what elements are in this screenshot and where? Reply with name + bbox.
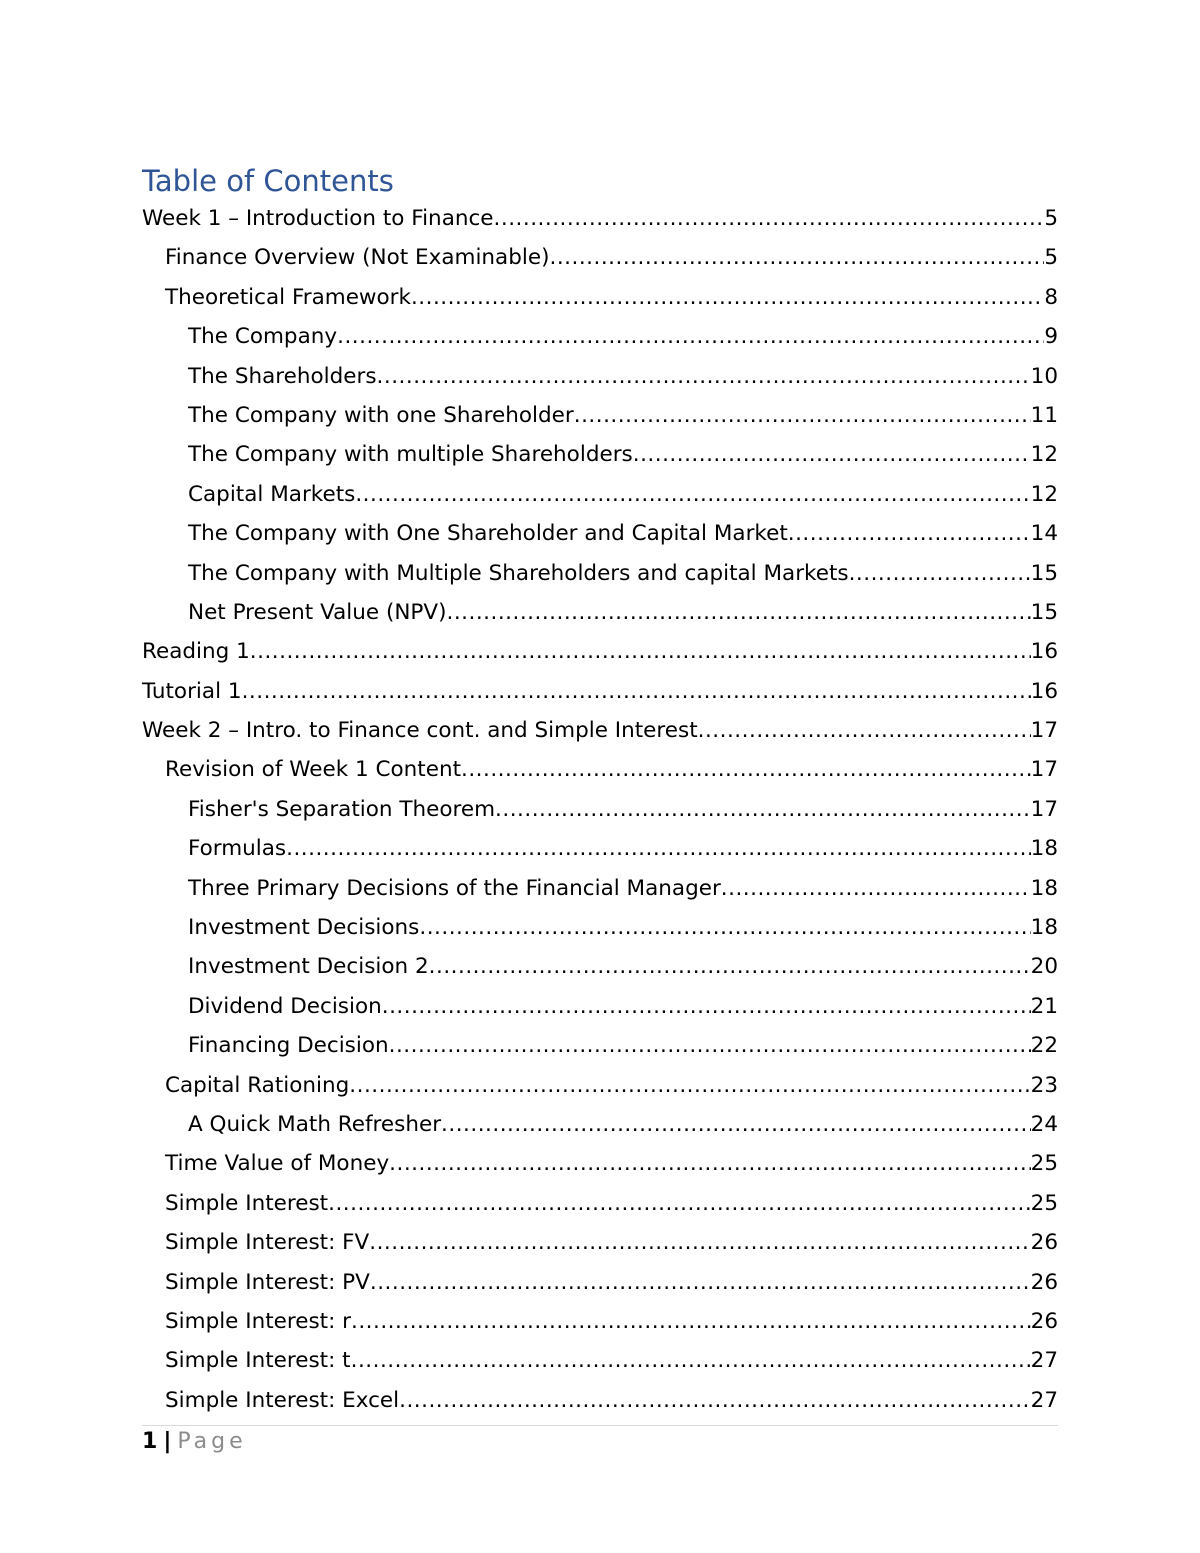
toc-list: [142, 199, 1058, 1420]
toc-entry-page-number: 21: [1030, 993, 1058, 1019]
toc-entry-page-number: 8: [1044, 284, 1058, 310]
toc-entry-text: Revision of Week 1 Content: [165, 757, 462, 783]
toc-dot-leader: [574, 396, 1031, 435]
toc-dot-leader: [370, 1263, 1031, 1302]
page-footer: [142, 1428, 247, 1456]
toc-entry-text: Finance Overview (Not Examinable): [165, 245, 550, 271]
toc-dot-leader: [389, 1026, 1031, 1065]
toc-dot-leader: [721, 869, 1031, 908]
toc-entry[interactable]: [142, 199, 1058, 238]
toc-entry-text: Time Value of Money: [165, 1151, 390, 1177]
toc-entry-text: Financing Decision: [188, 1033, 389, 1059]
toc-entry-page-number: 18: [1030, 915, 1058, 941]
toc-entry[interactable]: [142, 1026, 1058, 1065]
toc-entry-page-number: 5: [1044, 245, 1058, 271]
toc-entry-page-number: 26: [1030, 1230, 1058, 1256]
toc-dot-leader: [411, 278, 1044, 317]
toc-dot-leader: [286, 829, 1031, 868]
toc-dot-leader: [441, 1105, 1031, 1144]
toc-entry-page-number: 11: [1030, 402, 1058, 428]
toc-entry[interactable]: [142, 357, 1058, 396]
toc-entry-page-number: 22: [1030, 1033, 1058, 1059]
toc-dot-leader: [351, 1302, 1031, 1341]
toc-entry-page-number: 15: [1030, 599, 1058, 625]
toc-entry-text: Fisher's Separation Theorem: [188, 796, 496, 822]
toc-entry-page-number: 20: [1030, 954, 1058, 980]
toc-entry-text: Net Present Value (NPV): [188, 599, 447, 625]
toc-entry[interactable]: [142, 1184, 1058, 1223]
toc-entry-text: The Company with multiple Shareholders: [188, 442, 633, 468]
toc-dot-leader: [399, 1381, 1031, 1420]
toc-entry-text: Investment Decisions: [188, 915, 420, 941]
toc-entry[interactable]: [142, 750, 1058, 789]
toc-dot-leader: [446, 593, 1030, 632]
toc-entry-text: Simple Interest: [165, 1190, 329, 1216]
toc-entry-page-number: 18: [1030, 875, 1058, 901]
toc-entry-page-number: 16: [1030, 639, 1058, 665]
toc-entry[interactable]: [142, 238, 1058, 277]
toc-entry-text: The Company with One Shareholder and Capital Market: [188, 521, 788, 547]
toc-entry[interactable]: [142, 908, 1058, 947]
toc-entry[interactable]: [142, 1144, 1058, 1183]
toc-entry[interactable]: [142, 632, 1058, 671]
toc-entry-page-number: 27: [1030, 1387, 1058, 1413]
toc-entry-page-number: 15: [1030, 560, 1058, 586]
toc-entry-page-number: 14: [1030, 521, 1058, 547]
toc-entry[interactable]: [142, 790, 1058, 829]
toc-dot-leader: [549, 238, 1044, 277]
toc-entry-text: The Company with Multiple Shareholders and capital Markets: [188, 560, 849, 586]
toc-entry[interactable]: [142, 1302, 1058, 1341]
toc-entry[interactable]: [142, 554, 1058, 593]
toc-entry[interactable]: [142, 947, 1058, 986]
toc-dot-leader: [633, 435, 1031, 474]
toc-entry-page-number: 9: [1044, 324, 1058, 350]
toc-entry[interactable]: [142, 435, 1058, 474]
footer-separator: |: [163, 1429, 172, 1454]
toc-entry[interactable]: [142, 1066, 1058, 1105]
toc-entry-text: Simple Interest: FV: [165, 1230, 370, 1256]
toc-entry-text: Simple Interest: t: [165, 1348, 351, 1374]
toc-dot-leader: [419, 908, 1030, 947]
toc-entry-page-number: 18: [1030, 836, 1058, 862]
toc-entry[interactable]: [142, 593, 1058, 632]
footer-page-word: Page: [177, 1429, 247, 1454]
toc-entry-page-number: 10: [1030, 363, 1058, 389]
toc-entry-text: Simple Interest: r: [165, 1308, 352, 1334]
toc-entry-text: Theoretical Framework: [165, 284, 411, 310]
toc-entry-text: The Company with one Shareholder: [188, 402, 574, 428]
toc-entry-page-number: 26: [1030, 1308, 1058, 1334]
toc-dot-leader: [429, 947, 1031, 986]
toc-title: Table of Contents: [142, 164, 394, 198]
toc-dot-leader: [328, 1184, 1031, 1223]
toc-entry-text: Capital Markets: [188, 481, 356, 507]
toc-dot-leader: [349, 1066, 1030, 1105]
toc-entry[interactable]: [142, 1341, 1058, 1380]
toc-entry-text: Dividend Decision: [188, 993, 382, 1019]
toc-entry-text: A Quick Math Refresher: [188, 1111, 442, 1137]
toc-entry[interactable]: [142, 711, 1058, 750]
toc-entry-text: Three Primary Decisions of the Financial Manager: [188, 875, 721, 901]
toc-entry[interactable]: [142, 396, 1058, 435]
toc-entry-page-number: 12: [1030, 481, 1058, 507]
footer-rule: [142, 1425, 1058, 1426]
toc-entry-page-number: 17: [1030, 757, 1058, 783]
toc-entry[interactable]: [142, 869, 1058, 908]
toc-dot-leader: [377, 357, 1031, 396]
toc-entry-page-number: 17: [1030, 718, 1058, 744]
toc-entry-page-number: 25: [1030, 1190, 1058, 1216]
toc-entry-page-number: 23: [1030, 1072, 1058, 1098]
toc-entry-page-number: 12: [1030, 442, 1058, 468]
toc-entry-text: The Shareholders: [188, 363, 377, 389]
toc-entry-text: Week 2 – Intro. to Finance cont. and Simple Interest: [142, 718, 698, 744]
toc-dot-leader: [389, 1144, 1030, 1183]
toc-dot-leader: [788, 514, 1031, 553]
toc-dot-leader: [242, 672, 1031, 711]
toc-entry[interactable]: [142, 317, 1058, 356]
toc-entry-text: Investment Decision 2: [188, 954, 429, 980]
toc-dot-leader: [382, 987, 1031, 1026]
toc-entry[interactable]: [142, 1223, 1058, 1262]
toc-dot-leader: [461, 750, 1031, 789]
toc-entry[interactable]: [142, 514, 1058, 553]
toc-dot-leader: [495, 790, 1031, 829]
toc-entry-page-number: 5: [1044, 206, 1058, 231]
toc-entry[interactable]: [142, 1105, 1058, 1144]
toc-entry-page-number: 17: [1030, 796, 1058, 822]
toc-dot-leader: [250, 632, 1031, 671]
toc-entry-page-number: 25: [1030, 1151, 1058, 1177]
toc-dot-leader: [494, 199, 1045, 238]
toc-entry[interactable]: [142, 1263, 1058, 1302]
toc-dot-leader: [355, 475, 1030, 514]
toc-entry[interactable]: [142, 987, 1058, 1026]
toc-entry[interactable]: [142, 1381, 1058, 1420]
toc-entry-page-number: 27: [1030, 1348, 1058, 1374]
toc-entry-text: Capital Rationing: [165, 1072, 350, 1098]
toc-entry-text: Simple Interest: PV: [165, 1269, 370, 1295]
footer-page-number: 1: [142, 1429, 158, 1454]
toc-entry-text: Formulas: [188, 836, 287, 862]
toc-entry-text: Reading 1: [142, 639, 250, 665]
toc-entry[interactable]: [142, 672, 1058, 711]
toc-entry-page-number: 16: [1030, 678, 1058, 704]
toc-entry[interactable]: [142, 475, 1058, 514]
toc-entry-page-number: 26: [1030, 1269, 1058, 1295]
toc-entry-page-number: 24: [1030, 1111, 1058, 1137]
toc-entry-text: Tutorial 1: [142, 678, 242, 704]
toc-dot-leader: [849, 554, 1031, 593]
toc-entry-text: The Company: [188, 324, 338, 350]
toc-entry-text: Simple Interest: Excel: [165, 1387, 400, 1413]
toc-entry-text: Week 1 – Introduction to Finance: [142, 206, 494, 231]
toc-dot-leader: [698, 711, 1031, 750]
toc-dot-leader: [337, 317, 1044, 356]
toc-entry[interactable]: [142, 829, 1058, 868]
toc-entry[interactable]: [142, 278, 1058, 317]
toc-dot-leader: [351, 1341, 1031, 1380]
toc-dot-leader: [369, 1223, 1030, 1262]
